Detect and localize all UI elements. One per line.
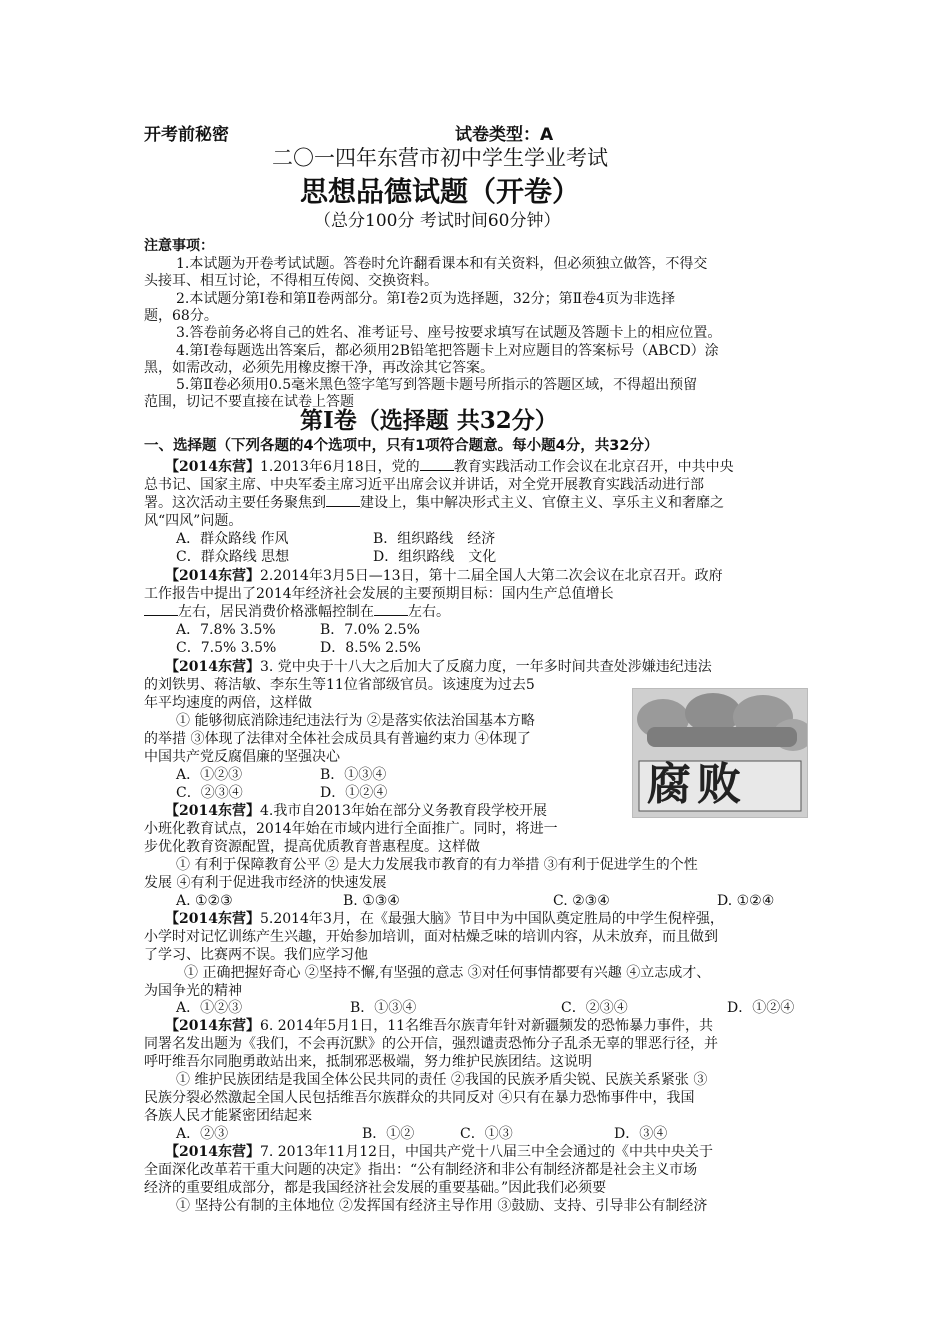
option-d: D．8.5% 2.5% <box>320 640 421 656</box>
question-3-line: 中国共产党反腐倡廉的坚强决心 <box>144 749 340 765</box>
section-title: 第Ⅰ卷（选择题 共32分） <box>300 407 558 434</box>
question-6-line: 呼吁维吾尔同胞勇敢站出来，抵制邪恶极端，努力维护民族团结。这说明 <box>144 1054 592 1070</box>
question-5-line: 为国争光的精神 <box>144 983 242 999</box>
option-a: A．7.8% 3.5% <box>176 622 276 638</box>
option-d: D．①②④ <box>727 1000 795 1016</box>
option-b: B．组织路线 经济 <box>373 531 496 547</box>
option-d: D. ①②④ <box>717 893 775 909</box>
anti-corruption-image <box>632 688 808 818</box>
answer-blank <box>374 603 408 616</box>
question-4-line: ① 有利于保障教育公平 ② 是大力发展我市教育的有力举措 ③有利于促进学生的个性 <box>176 857 698 873</box>
question-5-line: ① 正确把握好奇心 ②坚持不懈,有坚强的意志 ③对任何事情都要有兴趣 ④立志成才、 <box>184 965 711 981</box>
option-c: C．②③④ <box>561 1000 628 1016</box>
image-caption: 腐败 <box>647 759 747 810</box>
question-1-line: 【2014东营】1.2013年6月18日，党的 教育实践活动工作会议在北京召开，中共中央 <box>165 459 734 475</box>
notice-line: 4.第Ⅰ卷每题选出答案后，都必须用2B铅笔把答题卡上对应题目的答案标号（ABCD）涂 <box>176 343 719 359</box>
question-7-line: 【2014东营】7. 2013年11月12日，中国共产党十八届三中全会通过的《中共中央关于 <box>165 1144 714 1160</box>
question-tag: 【2014东营】 <box>165 803 260 819</box>
answer-blank <box>144 603 178 616</box>
question-2-line: 【2014东营】2.2014年3月5日—13日，第十二届全国人大第二次会议在北京召开。政府 <box>165 568 723 584</box>
option-a: A．群众路线 作风 <box>176 531 289 547</box>
question-3-line: ① 能够彻底消除违纪违法行为 ②是落实依法治国基本方略 <box>176 713 535 729</box>
option-d: D．①②④ <box>320 785 388 801</box>
question-5-line: 小学时对记忆训练产生兴趣，开始参加培训，面对枯燥乏味的培训内容，从未放弃，而且做到 <box>144 929 718 945</box>
question-tag: 【2014东营】 <box>165 459 260 475</box>
notice-line: 黑，如需改动，必须先用橡皮擦干净，再改涂其它答案。 <box>144 360 494 376</box>
question-5-line: 【2014东营】5.2014年3月，在《最强大脑》节目中为中国队奠定胜局的中学生倪梓强， <box>165 911 724 927</box>
option-c: C．群众路线 思想 <box>176 549 290 565</box>
question-7-line: 全面深化改革若干重大问题的决定》指出：“公有制经济和非公有制经济都是社会主义市场 <box>144 1162 698 1178</box>
question-tag: 【2014东营】 <box>165 911 260 927</box>
option-a: A．①②③ <box>176 1000 243 1016</box>
question-1-line: 署。这次活动主要任务聚焦到 建设上，集中解决形式主义、官僚主义、享乐主义和奢靡之 <box>144 495 724 511</box>
option-c: C. ②③④ <box>553 893 610 909</box>
question-7-line: 经济的重要组成部分，都是我国经济社会发展的重要基础。”因此我们必须要 <box>144 1180 607 1196</box>
question-6-line: 民族分裂必然激起全国人民包括维吾尔族群众的共同反对 ④只有在暴力恐怖事件中，我国 <box>144 1090 695 1106</box>
notice-line: 3.答卷前务必将自己的姓名、准考证号、座号按要求填写在试题及答题卡上的相应位置。 <box>176 325 722 341</box>
option-b: B．①② <box>362 1126 415 1142</box>
section-instruction: 一、选择题（下列各题的4个选项中，只有1项符合题意。每小题4分，共32分） <box>144 438 659 454</box>
notice-line: 范围，切记不要直接在试卷上答题 <box>144 394 354 410</box>
option-b: B．7.0% 2.5% <box>320 622 420 638</box>
option-b: B. ①③④ <box>343 893 400 909</box>
question-6-line: ① 维护民族团结是我国全体公民共同的责任 ②我国的民族矛盾尖锐、民族关系紧张 ③ <box>176 1072 708 1088</box>
question-5-line: 了学习、比赛两不误。我们应学习他 <box>144 947 368 963</box>
score-time: （总分100分 考试时间60分钟） <box>314 211 561 231</box>
option-c: C．②③④ <box>176 785 243 801</box>
notice-title: 注意事项： <box>144 238 214 254</box>
question-tag: 【2014东营】 <box>165 1144 260 1160</box>
exam-name: 二〇一四年东营市初中学生学业考试 <box>272 146 608 170</box>
answer-blank <box>326 494 360 507</box>
question-tag: 【2014东营】 <box>165 568 260 584</box>
question-4-line: 小班化教育试点，2014年始在市域内进行全面推广。同时，将进一 <box>144 821 558 837</box>
option-a: A．②③ <box>176 1126 229 1142</box>
question-3-line: 的刘铁男、蒋洁敏、李东生等11位省部级官员。该速度为过去5 <box>144 677 535 693</box>
subject-title: 思想品德试题（开卷） <box>300 175 581 208</box>
question-tag: 【2014东营】 <box>165 659 260 675</box>
notice-line: 头接耳、相互讨论，不得相互传阅、交换资料。 <box>144 273 438 289</box>
question-tag: 【2014东营】 <box>165 1018 260 1034</box>
notice-line: 5.第Ⅱ卷必须用0.5毫米黑色签字笔写到答题卡题号所指示的答题区域，不得超出预留 <box>176 377 698 393</box>
option-b: B．①③④ <box>350 1000 417 1016</box>
question-3-line: 【2014东营】3. 党中央于十八大之后加大了反腐力度，一年多时间共查处涉嫌违纪违法 <box>165 659 712 675</box>
secret-label: 开考前秘密 <box>144 125 229 145</box>
question-6-line: 【2014东营】6. 2014年5月1日，11名维吾尔族青年针对新疆频发的恐怖暴力事件，共 <box>165 1018 714 1034</box>
option-c: C．①③ <box>460 1126 513 1142</box>
question-3-line: 年平均速度的两倍，这样做 <box>144 695 312 711</box>
question-7-line: ① 坚持公有制的主体地位 ②发挥国有经济主导作用 ③鼓励、支持、引导非公有制经济 <box>176 1198 708 1214</box>
option-a: A. ①②③ <box>176 893 233 909</box>
notice-line: 1.本试题为开卷考试试题。答卷时允许翻看课本和有关资料，但必须独立做答，不得交 <box>176 256 708 272</box>
question-2-line: 工作报告中提出了2014年经济社会发展的主要预期目标：国内生产总值增长 <box>144 586 614 602</box>
notice-line: 题，68分。 <box>144 308 218 324</box>
question-6-line: 各族人民才能紧密团结起来 <box>144 1108 312 1124</box>
paper-type: 试卷类型：A <box>455 125 554 145</box>
question-6-line: 同署名发出题为《我们，不会再沉默》的公开信，强烈谴责恐怖分子乱杀无辜的罪恶行径，并 <box>144 1036 718 1052</box>
question-4-line: 步优化教育资源配置，提高优质教育普惠程度。这样做 <box>144 839 480 855</box>
question-4-line: 【2014东营】4.我市自2013年始在部分义务教育段学校开展 <box>165 803 547 819</box>
option-d: D．组织路线 文化 <box>373 549 497 565</box>
option-d: D．③④ <box>614 1126 668 1142</box>
notice-line: 2.本试题分第Ⅰ卷和第Ⅱ卷两部分。第Ⅰ卷2页为选择题，32分；第Ⅱ卷4页为非选择 <box>176 291 676 307</box>
question-4-line: 发展 ④有利于促进我市经济的快速发展 <box>144 875 387 891</box>
question-3-line: 的举措 ③体现了法律对全体社会成员具有普遍约束力 ④体现了 <box>144 731 531 747</box>
option-b: B．①③④ <box>320 767 387 783</box>
answer-blank <box>420 458 454 471</box>
question-1-line: 总书记、国家主席、中央军委主席习近平出席会议并讲话，对全党开展教育实践活动进行部 <box>144 477 704 493</box>
option-c: C．7.5% 3.5% <box>176 640 277 656</box>
option-a: A．①②③ <box>176 767 243 783</box>
question-1-line: 风“四风”问题。 <box>144 513 243 529</box>
question-2-line: 左右，居民消费价格涨幅控制在 左右。 <box>144 603 450 621</box>
